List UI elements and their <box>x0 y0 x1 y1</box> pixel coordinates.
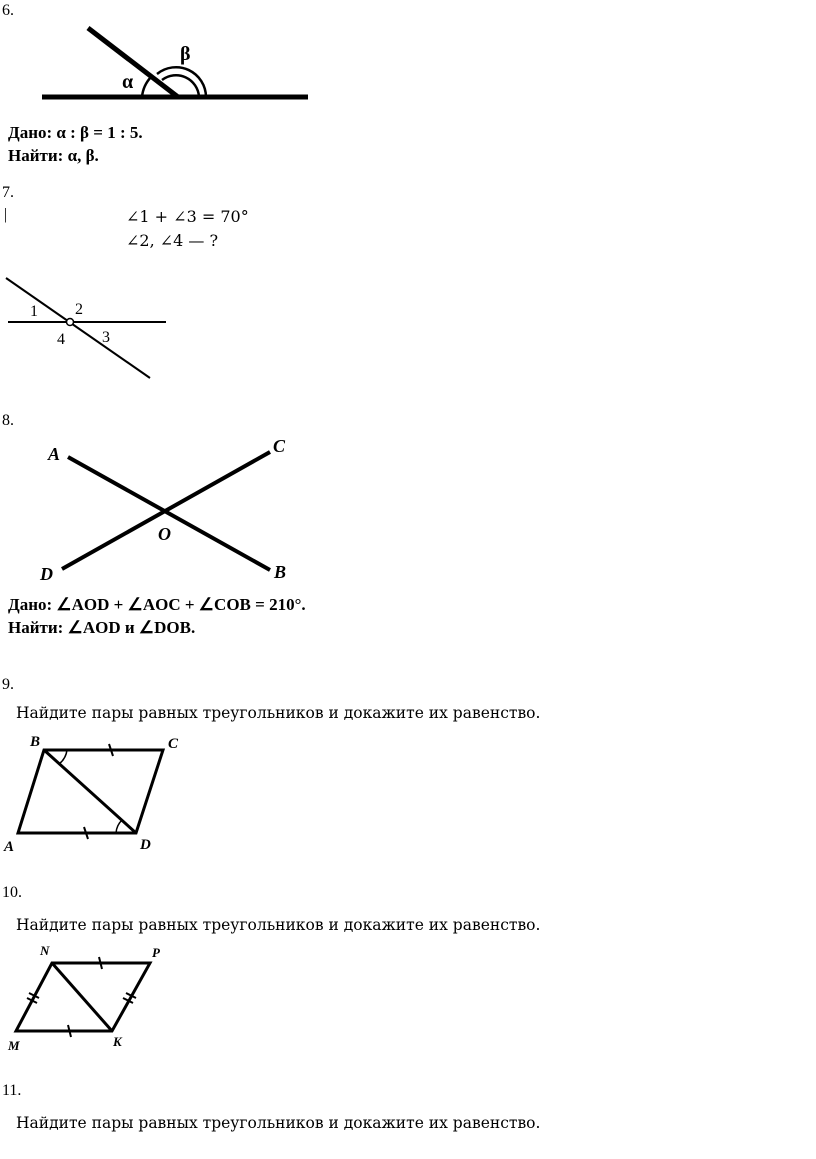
point-D: D <box>140 837 151 853</box>
problem-6-given: Дано: α : β = 1 : 5. <box>8 123 143 142</box>
angle-label-3: 3 <box>102 329 110 346</box>
point-M: M <box>8 1038 20 1053</box>
angle-label-4: 4 <box>57 331 65 348</box>
problem-7-condition-2: ∠2, ∠4 — ? <box>126 231 219 250</box>
point-C: C <box>168 736 179 752</box>
point-A: A <box>4 839 15 855</box>
point-N: N <box>40 943 50 958</box>
problem-7-condition-1: ∠1 + ∠3 = 70° <box>126 207 249 226</box>
problem-8-find: Найти: ∠AOD и ∠DOB. <box>8 618 196 637</box>
problem-10-task: Найдите пары равных треугольников и докажите их равенство. <box>16 916 541 934</box>
angle-label-2: 2 <box>75 301 83 318</box>
problem-9-task: Найдите пары равных треугольников и докажите их равенство. <box>16 704 541 722</box>
point-P: P <box>152 945 160 960</box>
point-B: B <box>30 734 41 750</box>
point-O: O <box>158 524 171 544</box>
problem-6-find: Найти: α, β. <box>8 146 99 165</box>
point-B: B <box>274 562 287 582</box>
problem-8-given: Дано: ∠AOD + ∠AOC + ∠COB = 210°. <box>8 595 306 614</box>
problem-7-number: 7. <box>2 184 14 201</box>
problem-11-task: Найдите пары равных треугольников и докажите их равенство. <box>16 1114 541 1132</box>
problem-8-number: 8. <box>2 412 14 429</box>
problem-6-number: 6. <box>2 2 14 19</box>
problem-7-marker: | <box>4 206 8 223</box>
point-K: K <box>113 1034 122 1049</box>
problem-11-number: 11. <box>2 1082 22 1099</box>
alpha-label: α <box>122 71 134 93</box>
problem-9-number: 9. <box>2 676 14 693</box>
angle-label-1: 1 <box>30 303 38 320</box>
point-D: D <box>40 564 53 584</box>
problem-10-figure <box>0 0 200 1060</box>
diagonal-NK <box>52 963 112 1031</box>
problem-10-number: 10. <box>2 884 22 901</box>
point-C: C <box>273 436 286 456</box>
beta-label: β <box>180 43 191 65</box>
point-A: A <box>48 444 61 464</box>
